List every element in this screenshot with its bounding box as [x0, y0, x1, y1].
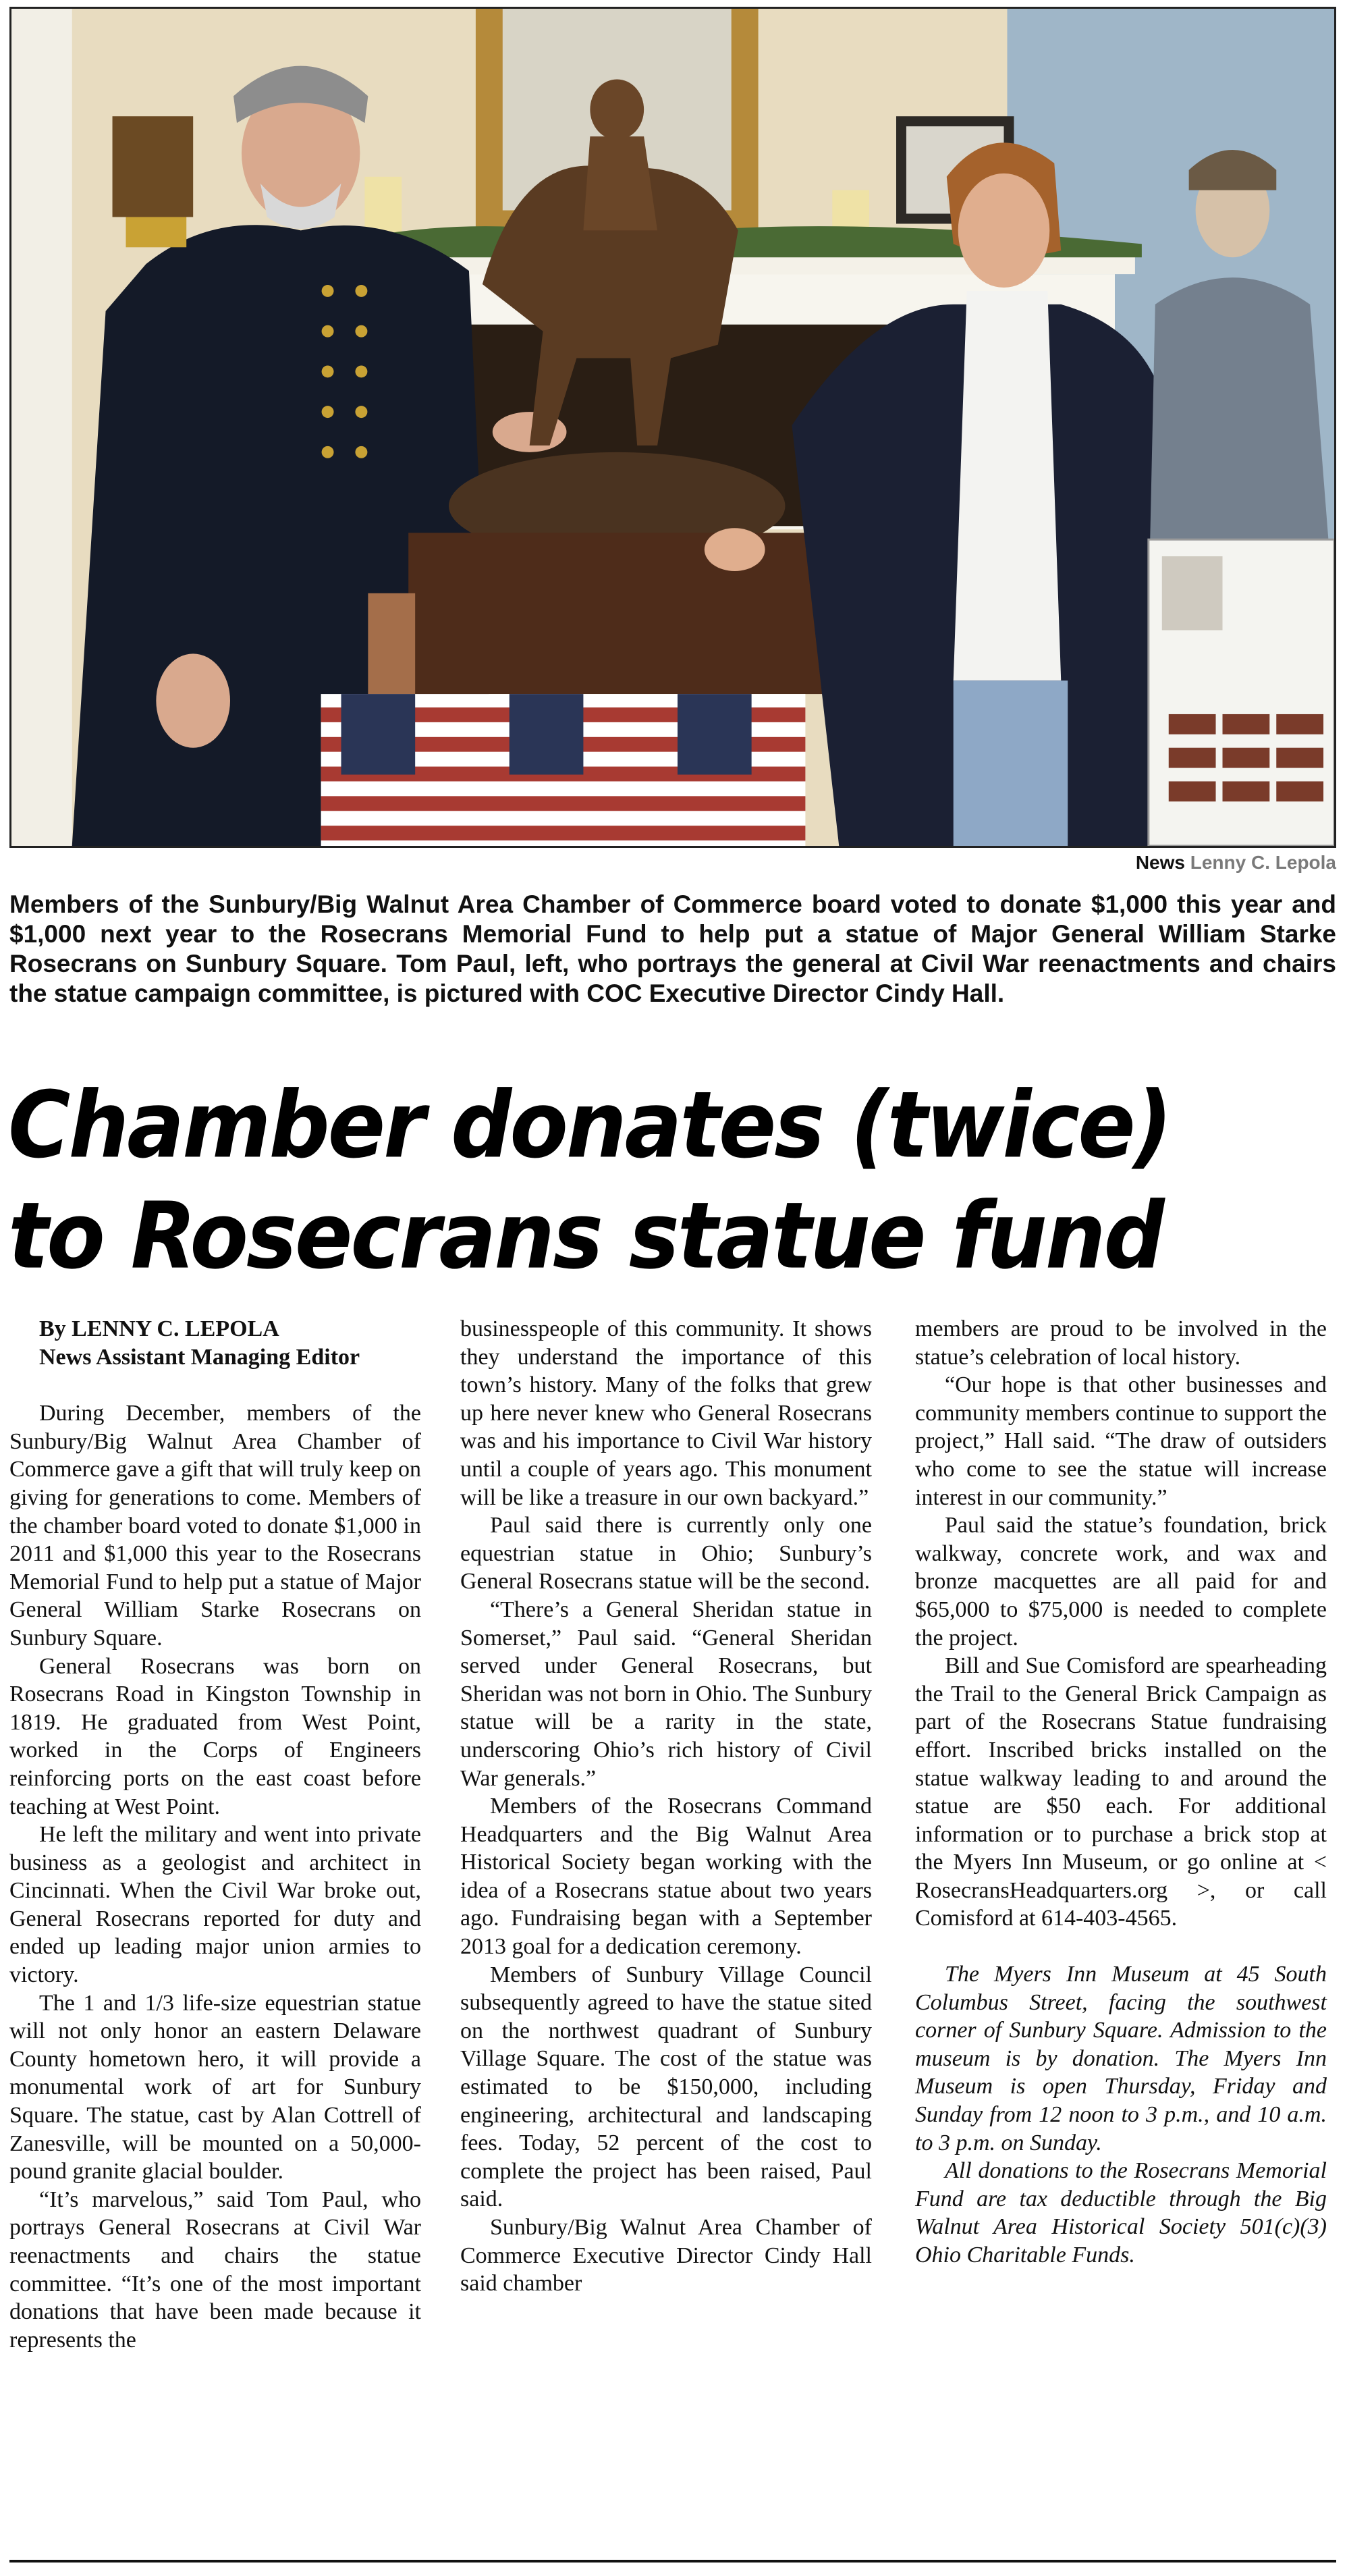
- bottom-rule: [9, 2560, 1336, 2562]
- paragraph: Sunbury/Big Walnut Area Chamber of Commerce Executive Director Cindy Hall said chamber: [460, 2215, 872, 2297]
- donation-info-note: All donations to the Rosecrans Memorial Fund are tax deductible through the Big Walnut Area Historical Society 501(c)(3) Ohio Charitable Funds.: [915, 2158, 1327, 2268]
- paragraph: “Our hope is that other businesses and community members continue to support the project,” Hall said. “The draw of outsiders who come to see the statue will increase interest in our community.”: [915, 1372, 1327, 1510]
- paragraph: Members of the Rosecrans Command Headquarters and the Big Walnut Area Historical Society began working with the idea of a Rosecrans statue about two years ago. Fundraising began with a September 2013 goal for a dedication ceremony.: [460, 1794, 872, 1960]
- photo-credit-label: News: [1135, 852, 1185, 873]
- headline-line-2: to Rosecrans statue fund: [8, 1182, 1163, 1290]
- paragraph-continued: businesspeople of this community. It shows they understand the importance of this town’s history. Many of the folks that grew up here never knew who General Rosecrans was and his importance to Civil War history until a couple of years ago. This monument will be like a treasure in our own backyard.”: [460, 1316, 872, 1510]
- paragraph: General Rosecrans was born on Rosecrans Road in Kingston Township in 1819. He graduated from West Point, worked in the Corps of Engineers reinforcing ports on the east coast before teaching at West Point.: [9, 1653, 421, 1819]
- headline-line-1: Chamber donates (twice): [8, 1071, 1171, 1179]
- paragraph: The 1 and 1/3 life-size equestrian statue will not only honor an eastern Delaware County hometown hero, it will provide a monumental work of art for Sunbury Square. The statue, cast by Alan Cottrell of Zanesville, will be mounted on a 50,000-pound granite glacial boulder.: [9, 1990, 421, 2184]
- museum-info-note: The Myers Inn Museum at 45 South Columbus Street, facing the southwest corner of Sunbury Square. Admission to the museum is by donation. The Myers Inn Museum is open Thursday, Friday and Sunday from 12 noon to 3 p.m., and 10 a.m. to 3 p.m. on Sunday.: [915, 1962, 1327, 2155]
- article-column-3: [915, 1315, 1327, 2270]
- paragraph: Members of Sunbury Village Council subsequently agreed to have the statue sited on the northwest quadrant of Sunbury Village Square. The cost of the statue was estimated to be $150,000, including engineering, architectural and landscaping fees. Today, 52 percent of the cost to complete the project has been raised, Paul said.: [460, 1962, 872, 2212]
- paragraph: Bill and Sue Comisford are spearheading the Trail to the General Brick Campaign as part of the Rosecrans Statue fundraising effort. Inscribed bricks installed on the statue walkway leading to and around the statue are $50 each. For additional information or to purchase a brick stop at the Myers Inn Museum, or go online at < RosecransHeadquarters.org >, or call Comisford at 614-403-4565.: [915, 1653, 1327, 1931]
- article-column-2: [460, 1315, 872, 2298]
- photo-credit-name: Lenny C. Lepola: [1190, 852, 1336, 873]
- paragraph: “There’s a General Sheridan statue in Somerset,” Paul said. “General Sheridan served under General Rosecrans, but Sheridan was not born in Ohio. The Sunbury statue will be a rarity in the state, underscoring Ohio’s rich history of Civil War generals.”: [460, 1596, 872, 1791]
- byline-title: News Assistant Managing Editor: [39, 1344, 360, 1370]
- byline-author: By LENNY C. LEPOLA: [39, 1316, 279, 1341]
- paragraph: Paul said the statue’s foundation, brick walkway, concrete work, and wax and bronze macquettes are all paid for and $65,000 to $75,000 is needed to complete the project.: [915, 1513, 1327, 1651]
- photo-caption: Members of the Sunbury/Big Walnut Area Chamber of Commerce board voted to donate $1,000 this year and $1,000 next year to the Rosecrans Memorial Fund to help put a statue of Major General William Starke Rosecrans on Sunbury Square. Tom Paul, left, who portrays the general at Civil War reenactments and chairs the statue campaign committee, is pictured with COC Executive Director Cindy Hall.: [9, 890, 1336, 1007]
- paragraph-continued: members are proud to be involved in the statue’s celebration of local history.: [915, 1316, 1327, 1370]
- paragraph: “It’s marvelous,” said Tom Paul, who portrays General Rosecrans at Civil War reenactments and chairs the statue committee. “It’s one of the most important donations that have been made because it represents the: [9, 2186, 421, 2353]
- photo-credit: [1136, 852, 1336, 874]
- news-photo: [9, 7, 1336, 848]
- article-column-1: [9, 1315, 421, 2354]
- paragraph: Paul said there is currently only one equestrian statue in Ohio; Sunbury’s General Rosecrans statue will be the second.: [460, 1513, 872, 1594]
- photo-illustration: [11, 9, 1334, 846]
- paragraph: During December, members of the Sunbury/Big Walnut Area Chamber of Commerce gave a gift that will truly keep on giving for generations to come. Members of the chamber board voted to donate $1,000 in 2011 and $1,000 this year to the Rosecrans Memorial Fund to help put a statue of Major General William Starke Rosecrans on Sunbury Square.: [9, 1401, 421, 1651]
- paragraph: He left the military and went into private business as a geologist and architect in Cincinnati. When the Civil War broke out, General Rosecrans reported for duty and ended up leading major union armies to victory.: [9, 1822, 421, 1988]
- headline: [8, 1070, 1338, 1291]
